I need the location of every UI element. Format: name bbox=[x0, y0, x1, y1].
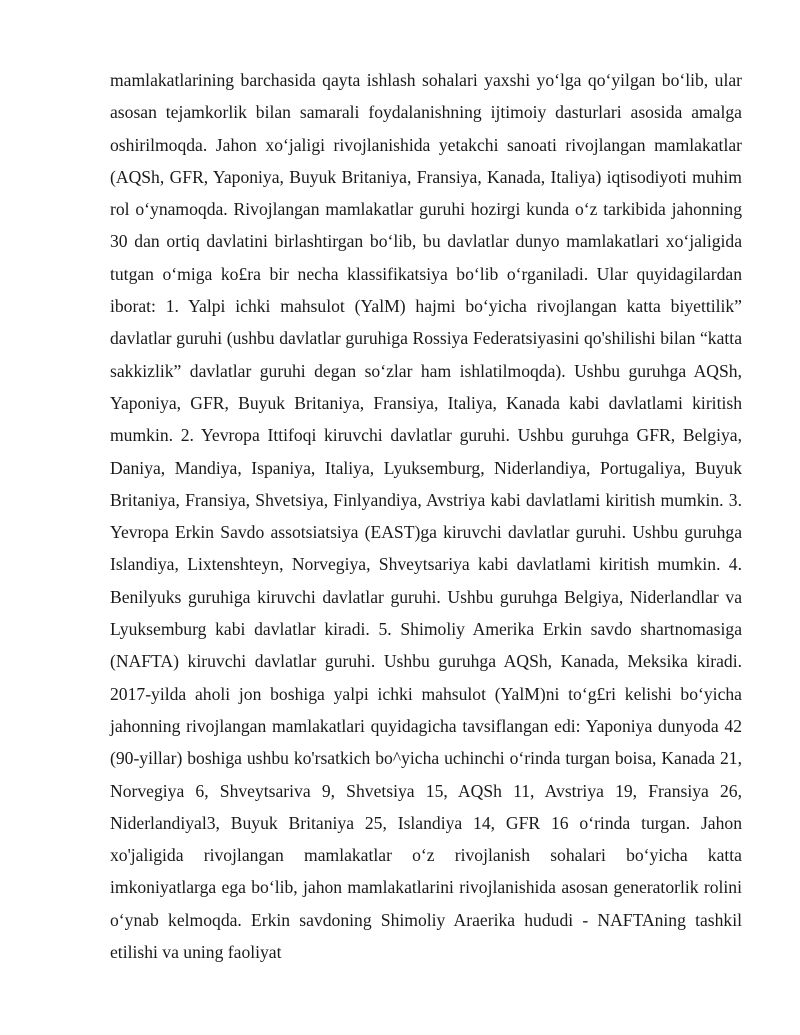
body-paragraph: mamlakatlarining barchasida qayta ishlash sohalari yaxshi yo‘lga qo‘yilgan bo‘lib, ular asosan tejamkorlik bilan samarali foydalanishning ijtimoiy dasturlari asosida amalga oshirilmoqda. Jahon xo‘jaligi rivojlanishida yetakchi sanoati rivojlangan mamlakatlar (AQSh, GFR, Yaponiya, Buyuk Britaniya, Fransiya, Kanada, Italiya) iqtisodiyoti muhim rol o‘ynamoqda. Rivojlangan mamlakatlar guruhi hozirgi kunda o‘z tarkibida jahonning 30 dan ortiq davlatini birlashtirgan bo‘lib, bu davlatlar dunyo mamlakatlari xo‘jaligida tutgan o‘miga ko£ra bir necha klassifikatsiya bo‘lib o‘rganiladi. Ular quyidagilardan iborat: 1. Yalpi ichki mahsulot (YalM) hajmi bo‘yicha rivojlangan katta biyettilik” davlatlar guruhi (ushbu davlatlar guruhiga Rossiya Federatsiyasini qo'shilishi bilan “katta sakkizlik” davlatlar guruhi degan so‘zlar ham ishlatilmoqda). Ushbu guruhga AQSh, Yaponiya, GFR, Buyuk Britaniya, Fransiya, Italiya, Kanada kabi davlatlami kiritish mumkin. 2. Yevropa Ittifoqi kiruvchi davlatlar guruhi. Ushbu guruhga GFR, Belgiya, Daniya, Mandiya, Ispaniya, Italiya, Lyuksemburg, Niderlandiya, Portugaliya, Buyuk Britaniya, Fransiya, Shvetsiya, Finlyandiya, Avstriya kabi davlatlami kiritish mumkin. 3. Yevropa Erkin Savdo assotsiatsiya (EAST)ga kiruvchi davlatlar guruhi. Ushbu guruhga Islandiya, Lixtenshteyn, Norvegiya, Shveytsariya kabi davlatlami kiritish mumkin. 4. Benilyuks guruhiga kiruvchi davlatlar guruhi. Ushbu guruhga Belgiya, Niderlandlar va Lyuksemburg kabi davlatlar kiradi. 5. Shimoliy Amerika Erkin savdo shartnomasiga (NAFTA) kiruvchi davlatlar guruhi. Ushbu guruhga AQSh, Kanada, Meksika kiradi. 2017-yilda aholi jon boshiga yalpi ichki mahsulot (YalM)ni to‘g£ri kelishi bo‘yicha jahonning rivojlangan mamlakatlari quyidagicha tavsiflangan edi: Yaponiya dunyoda 42 (90-yillar) boshiga ushbu ko'rsatkich bo^yicha uchinchi o‘rinda turgan boisa, Kanada 21, Norvegiya 6, Shveytsariva 9, Shvetsiya 15, AQSh 11, Avstriya 19, Fransiya 26, Niderlandiyal3, Buyuk Britaniya 25, Islandiya 14, GFR 16 o‘rinda turgan. Jahon xo'jaligida rivojlangan mamlakatlar o‘z rivojlanish sohalari bo‘yicha katta imkoniyatlarga ega bo‘lib, jahon mamlakatlarini rivojlanishida asosan generatorlik rolini o‘ynab kelmoqda. Erkin savdoning Shimoliy Araerika hududi - NAFTAning tashkil etilishi va uning faoliyat bbox=[110, 70, 742, 963]
document-page bbox=[110, 64, 742, 968]
